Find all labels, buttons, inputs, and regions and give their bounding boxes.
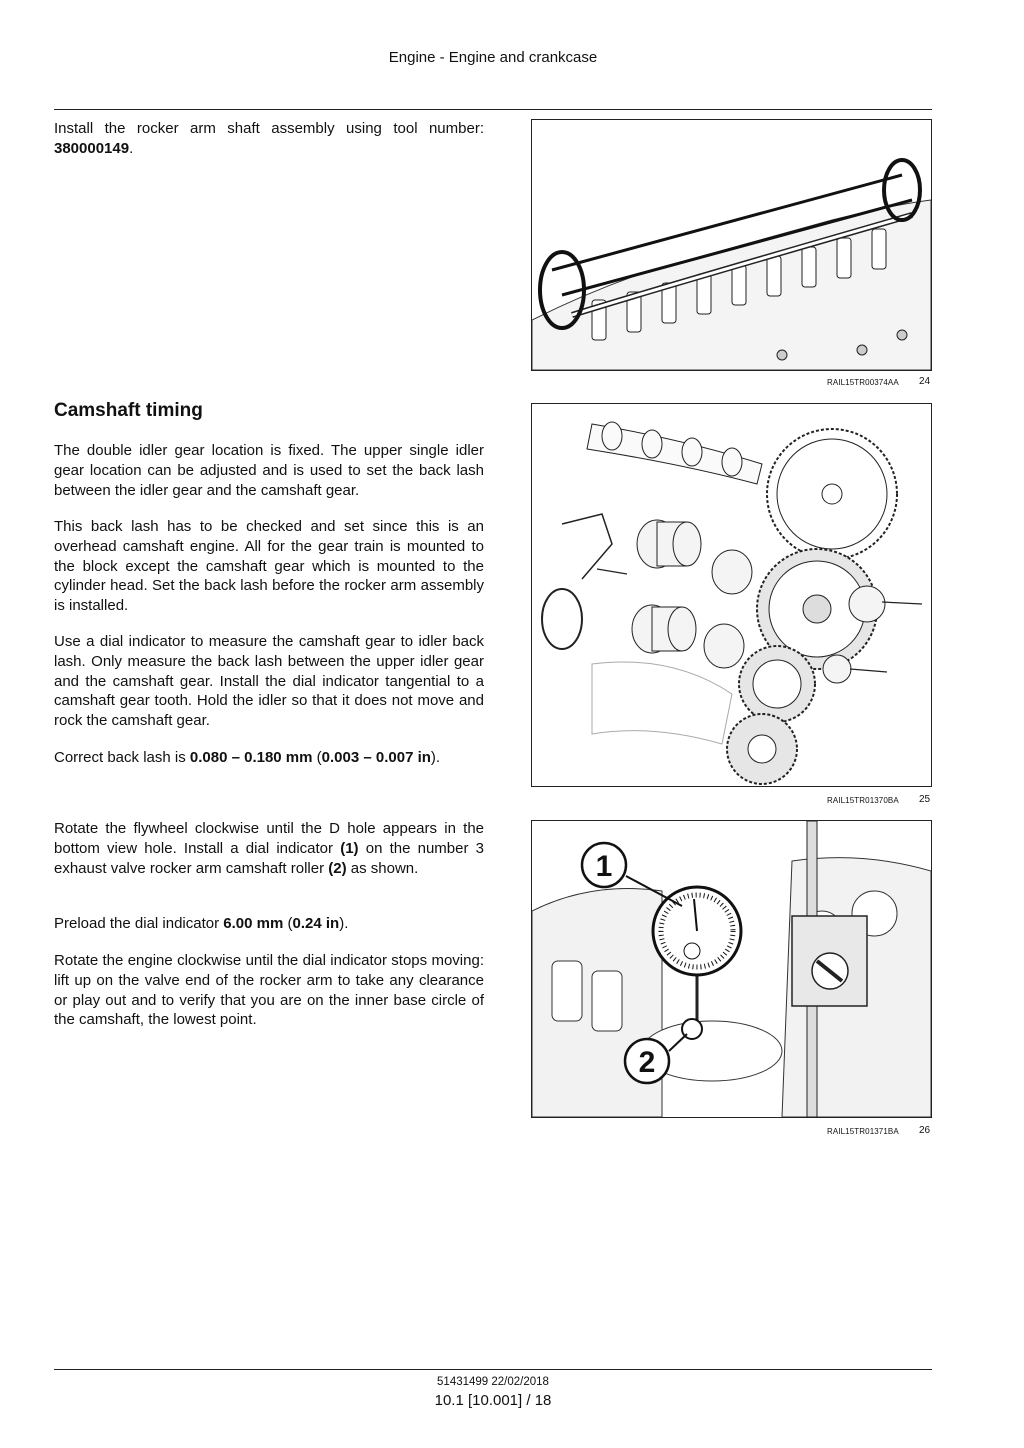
preload-prefix: Preload the dial indicator (54, 915, 224, 932)
dial-indicator-paragraph: Use a dial indicator to measure the camshaft gear to idler back lash. Only measure the back lash between the upper idler gear and the camshaft gear. Install the dial indicator tangential to a camshaft gear tooth. Hold the idler so that it does not move and rock the camshaft gear. (54, 633, 484, 730)
preload-mm-value: 6.00 mm (223, 915, 284, 932)
preload-paren-close: ). (339, 915, 349, 932)
back-lash-in-value: 0.003 – 0.007 in (321, 749, 431, 766)
gear-train-illustration (532, 404, 931, 786)
figure-25-gear-train (531, 403, 932, 787)
page-header-title: Engine - Engine and crankcase (388, 49, 598, 66)
back-lash-paragraph: This back lash has to be checked and set since this is an overhead camshaft engine. All for the gear train is mounted to the block except the camshaft gear which is mounted to the cylinder head. Set the back lash before the rocker arm assembly is installed. (54, 518, 484, 615)
back-lash-prefix: Correct back lash is (54, 749, 190, 766)
rocker-install-suffix: . (129, 139, 134, 157)
figure-26-number: 26 (919, 1125, 931, 1136)
flywheel-text-a: Rotate the flywheel clockwise until the D hole appears in the bottom view hole. Install a dial indicator (54, 820, 484, 857)
flywheel-text-c: on the number 3 exhaust valve rocker arm camshaft roller (54, 839, 484, 877)
callout-ref-1: (1) (340, 839, 359, 857)
dial-indicator-illustration (532, 821, 931, 1117)
rotate-engine-paragraph: Rotate the engine clockwise until the dial indicator stops moving: lift up on the valve end of the rocker arm to take any clearance or play out and to verify that you are on the inner base circle of the camshaft, the lowest point. (54, 952, 484, 1029)
rocker-shaft-illustration (532, 120, 931, 370)
flywheel-paragraph (54, 819, 484, 878)
idler-gear-paragraph: The double idler gear location is fixed. The upper single idler gear location can be adjusted and is used to set the back lash between the idler gear and the camshaft gear. (54, 442, 484, 499)
footer-rule (54, 1369, 932, 1370)
correct-back-lash-paragraph (54, 748, 484, 768)
back-lash-paren-close: ). (430, 749, 441, 766)
figure-24-rocker-shaft-tool (531, 119, 932, 371)
figure-24-ref: RAIL15TR00374AA (827, 378, 899, 387)
rocker-install-paragraph (54, 119, 484, 159)
callout-1-label: 1 (595, 850, 613, 883)
figure-26-ref: RAIL15TR01371BA (827, 1127, 899, 1136)
figure-24-number: 24 (919, 376, 931, 387)
back-lash-paren-open: ( (312, 749, 322, 766)
preload-paren-open: ( (283, 915, 293, 932)
figure-26-dial-indicator (531, 820, 932, 1118)
callout-2-label: 2 (638, 1046, 656, 1079)
footer-page-number: 10.1 [10.001] / 18 (434, 1392, 552, 1409)
preload-paragraph (54, 914, 484, 934)
rocker-install-text: Install the rocker arm shaft assembly using tool number: (54, 120, 484, 137)
callout-ref-2: (2) (328, 859, 347, 877)
camshaft-timing-heading: Camshaft timing (54, 400, 203, 421)
back-lash-mm-value: 0.080 – 0.180 mm (189, 749, 313, 766)
figure-25-ref: RAIL15TR01370BA (827, 796, 899, 805)
preload-in-value: 0.24 in (292, 915, 340, 932)
tool-number: 380000149 (54, 139, 130, 157)
flywheel-text-e: as shown. (346, 859, 419, 877)
footer-document-id: 51431499 22/02/2018 (437, 1376, 549, 1388)
figure-25-number: 25 (919, 794, 931, 805)
header-rule (54, 109, 932, 110)
